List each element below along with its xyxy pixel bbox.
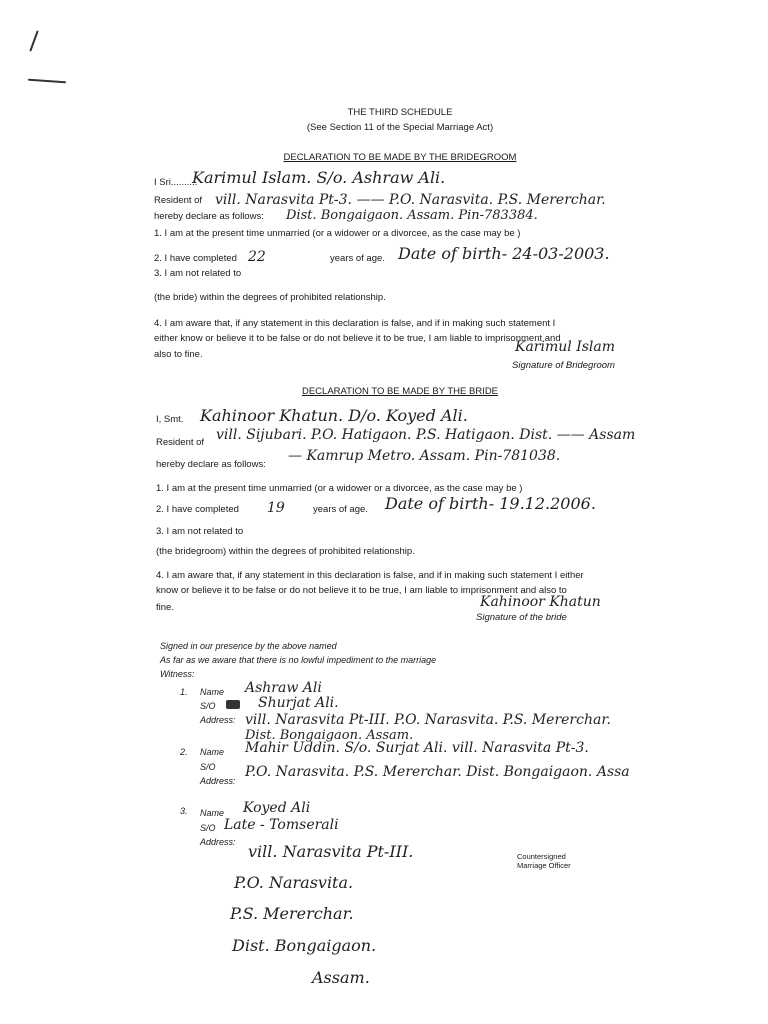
- witness-address-line-2: P.O. Narasvita.: [234, 873, 354, 892]
- groom-resident-handwritten: vill. Narasvita Pt-3. —— P.O. Narasvita. P.S. Mererchar.: [215, 192, 606, 208]
- witness-address-label: Address:: [200, 837, 236, 847]
- bride-item-2-suffix: years of age.: [313, 504, 368, 515]
- groom-heading: DECLARATION TO BE MADE BY THE BRIDEGROOM: [283, 152, 517, 163]
- countersigned-label: Countersigned: [517, 852, 566, 861]
- witness-address-handwritten: vill. Narasvita Pt-III. P.O. Narasvita. P.S. Mererchar.: [245, 712, 611, 728]
- witness-name-handwritten: Ashraw Ali: [245, 680, 322, 696]
- groom-item-4-line-3: also to fine.: [154, 349, 203, 360]
- witness-intro-3: Witness:: [160, 669, 195, 679]
- witness-intro-1: Signed in our presence by the above named: [160, 641, 337, 651]
- witness-so-handwritten: Shurjat Ali.: [258, 695, 339, 711]
- witness-address-line-1: vill. Narasvita Pt-III.: [248, 842, 414, 861]
- witness-so-label: S/O: [200, 762, 216, 772]
- groom-item-3-cont: (the bride) within the degrees of prohibited relationship.: [154, 292, 386, 303]
- pen-mark: [28, 79, 66, 84]
- witness-address-line-3: P.S. Mererchar.: [230, 904, 354, 923]
- bride-resident-label: Resident of: [156, 437, 205, 448]
- bride-dob-handwritten: Date of birth- 19.12.2006.: [385, 494, 596, 513]
- bride-resident-handwritten: vill. Sijubari. P.O. Hatigaon. P.S. Hatigaon. Dist. —— Assam: [216, 427, 636, 443]
- witness-so-handwritten: Late - Tomserali: [224, 817, 339, 833]
- groom-item-4-line-2: either know or believe it to be false or do not believe it to be true, I am liable to imprisonment and: [154, 333, 561, 344]
- groom-item-4-line-1: 4. I am aware that, if any statement in this declaration is false, and if in making such statement I: [154, 318, 556, 329]
- witness-number: 3.: [180, 806, 188, 816]
- witness-name-label: Name: [200, 687, 225, 697]
- bride-item-1: 1. I am at the present time unmarried (or a widower or a divorcee, as the case may be ): [156, 483, 523, 494]
- pen-mark: [29, 30, 38, 51]
- bride-item-3-cont: (the bridegroom) within the degrees of prohibited relationship.: [156, 546, 415, 557]
- witness-address-label: Address:: [200, 776, 236, 786]
- groom-item-2-prefix: 2. I have completed: [154, 253, 237, 264]
- witness-number: 1.: [180, 687, 188, 697]
- witness-address-label: Address:: [200, 715, 236, 725]
- bride-signature-caption: Signature of the bride: [476, 612, 567, 623]
- groom-item-1: 1. I am at the present time unmarried (or a widower or a divorcee, as the case may be ): [154, 228, 521, 239]
- groom-item-2-suffix: years of age.: [330, 253, 385, 264]
- groom-name-prefix: I Sri..........: [154, 177, 198, 188]
- witness-name-handwritten: Koyed Ali: [243, 800, 311, 816]
- witness-number: 2.: [180, 747, 188, 757]
- groom-dob-handwritten: Date of birth- 24-03-2003.: [398, 244, 610, 263]
- bride-item-3: 3. I am not related to: [156, 526, 244, 537]
- bride-heading: DECLARATION TO BE MADE BY THE BRIDE: [301, 386, 499, 397]
- bride-item-4-line-3: fine.: [156, 602, 174, 613]
- witness-name-label: Name: [200, 808, 225, 818]
- witness-name-handwritten: Mahir Uddin. S/o. Surjat Ali. vill. Narasvita Pt-3.: [245, 740, 589, 756]
- witness-address-line-4: Dist. Bongaigaon.: [232, 936, 377, 955]
- witness-so-label: S/O: [200, 701, 216, 711]
- bride-item-2-prefix: 2. I have completed: [156, 504, 239, 515]
- bride-name-prefix: I, Smt.: [156, 414, 184, 425]
- groom-declare-label: hereby declare as follows:: [154, 211, 264, 222]
- bride-age-handwritten: 19: [267, 500, 285, 516]
- bride-resident-handwritten-2: — Kamrup Metro. Assam. Pin-781038.: [288, 448, 561, 464]
- bride-name-handwritten: Kahinoor Khatun. D/o. Koyed Ali.: [200, 406, 468, 425]
- groom-signature-caption: Signature of Bridegroom: [512, 360, 615, 371]
- bride-declare-label: hereby declare as follows:: [156, 459, 266, 470]
- witness-so-label: S/O: [200, 823, 216, 833]
- bride-item-4-line-2: know or believe it to be false or do not believe it to be true, I am liable to imprisonment and also to: [156, 585, 567, 596]
- groom-name-handwritten: Karimul Islam. S/o. Ashraw Ali.: [192, 168, 446, 187]
- bride-signature: Kahinoor Khatun: [480, 594, 601, 610]
- marriage-officer-label: Marriage Officer: [517, 861, 571, 870]
- witness-address-handwritten-2: Dist. Bongaigaon. Assam.: [245, 728, 414, 743]
- groom-signature: Karimul Islam: [515, 339, 616, 355]
- witness-address-handwritten: P.O. Narasvita. P.S. Mererchar. Dist. Bongaigaon. Assa: [245, 764, 630, 780]
- witness-intro-2: As far as we aware that there is no lowful impediment to the marriage: [160, 655, 437, 665]
- witness-address-line-5: Assam.: [312, 968, 370, 987]
- groom-resident-label: Resident of: [154, 195, 203, 206]
- witness-name-label: Name: [200, 747, 225, 757]
- schedule-subtitle: (See Section 11 of the Special Marriage Act): [306, 122, 494, 133]
- scribble-mark: [226, 700, 240, 709]
- groom-resident-handwritten-2: Dist. Bongaigaon. Assam. Pin-783384.: [286, 208, 538, 223]
- schedule-title: THE THIRD SCHEDULE: [347, 107, 453, 118]
- bride-item-4-line-1: 4. I am aware that, if any statement in this declaration is false, and if in making such statement I either: [156, 570, 584, 581]
- groom-age-handwritten: 22: [248, 249, 266, 265]
- groom-item-3: 3. I am not related to: [154, 268, 242, 279]
